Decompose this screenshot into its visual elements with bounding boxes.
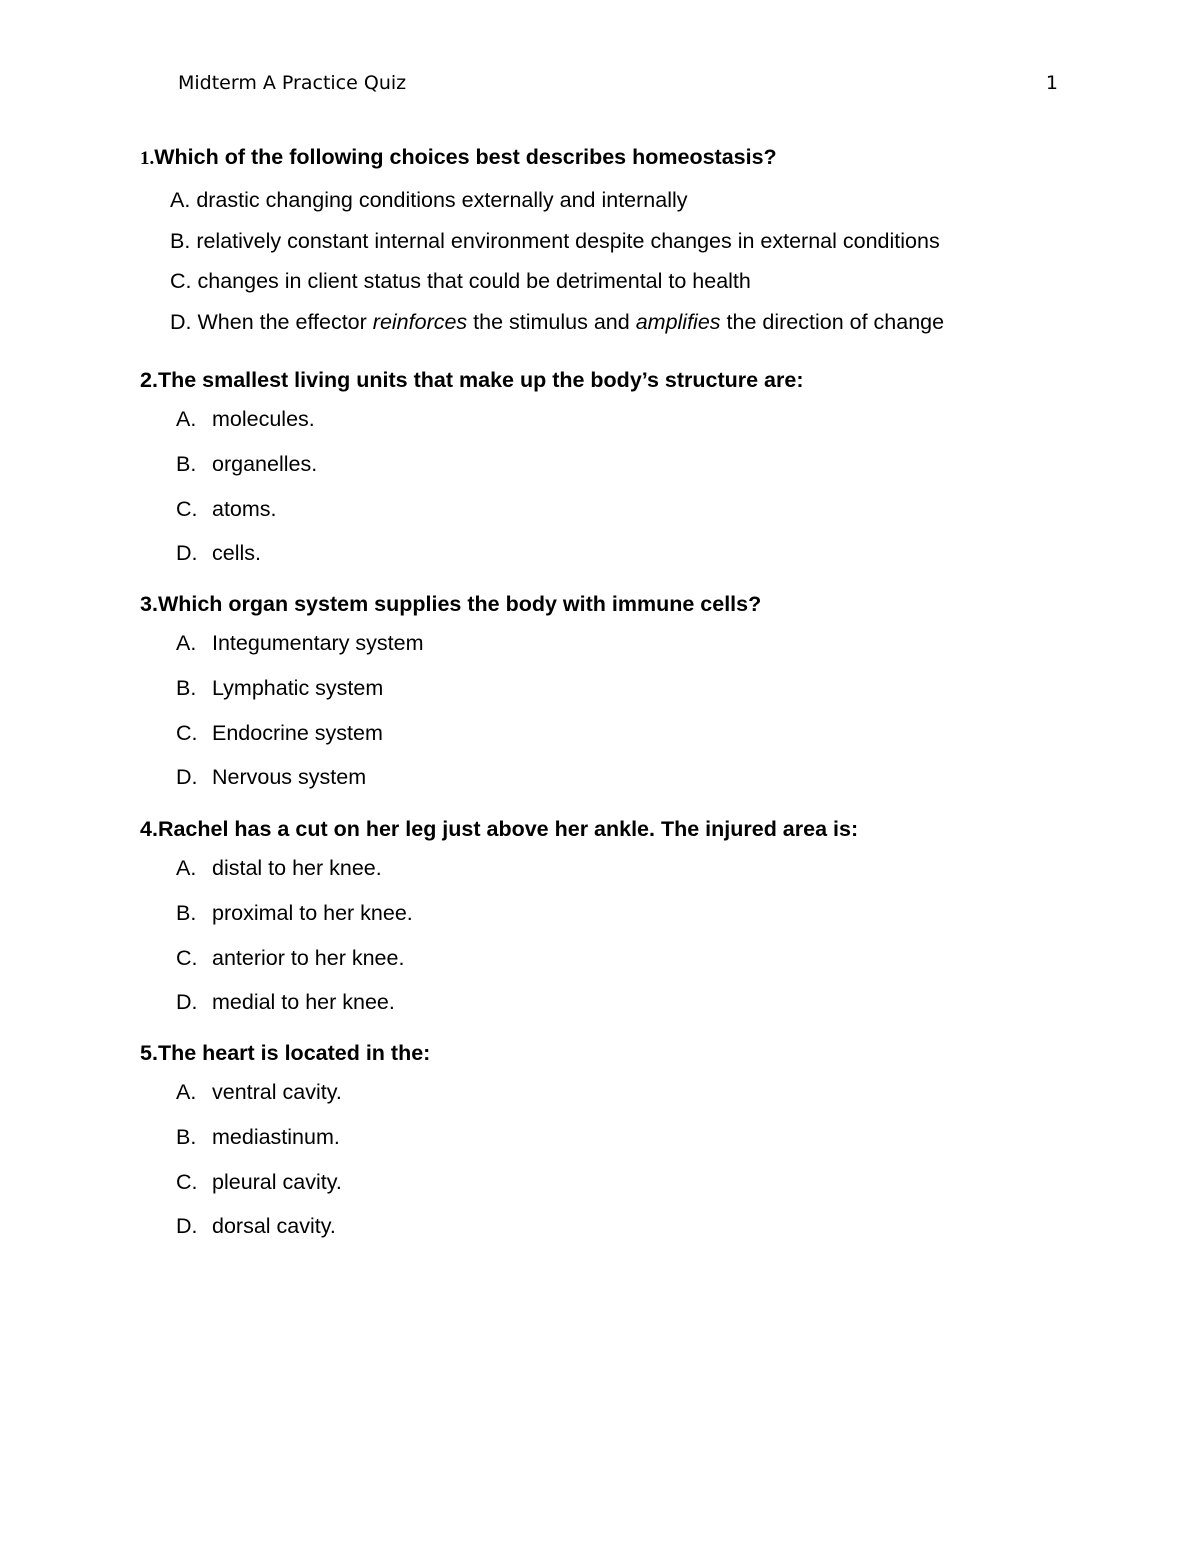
option-letter: B. <box>176 675 197 700</box>
option-letter: C. <box>176 720 198 745</box>
question-stem <box>140 1038 1100 1068</box>
option-text: proximal to her knee. <box>212 900 413 925</box>
option-text: Endocrine system <box>212 720 383 745</box>
option-list <box>140 1070 1100 1249</box>
option-text: Lymphatic system <box>212 675 384 700</box>
option-letter: D. <box>176 990 198 1015</box>
option-text: mediastinum. <box>212 1124 340 1149</box>
option-letter: D. <box>176 765 198 790</box>
option-text: cells. <box>212 541 261 566</box>
question-stem <box>140 814 1100 844</box>
option-a <box>140 621 1100 666</box>
option-letter: D. <box>176 541 198 566</box>
option-text: distal to her knee. <box>212 856 382 880</box>
option-c <box>140 936 1100 981</box>
option-text: Nervous system <box>212 765 367 790</box>
page-header <box>178 72 1058 98</box>
option-text: Integumentary system <box>212 631 424 655</box>
option-text: molecules. <box>212 407 315 431</box>
option-a <box>140 846 1100 891</box>
option-text-emphasis: amplifies <box>635 309 721 334</box>
option-letter: D. <box>176 1214 198 1239</box>
option-text: drastic changing conditions externally and internally <box>196 188 688 212</box>
option-letter: A. <box>170 188 191 212</box>
question-stem <box>140 589 1100 619</box>
option-c <box>140 261 1100 302</box>
option-letter: B. <box>176 900 197 925</box>
question-text: Which organ system supplies the body with immune cells? <box>157 592 762 616</box>
option-letter: B. <box>170 228 191 253</box>
option-text: medial to her knee. <box>212 990 395 1015</box>
option-letter: D. <box>170 309 192 334</box>
option-text: organelles. <box>212 451 318 476</box>
option-letter: A. <box>176 407 197 431</box>
page-number: 1 <box>1045 72 1058 94</box>
question-stem <box>140 142 1100 174</box>
question-4 <box>140 814 1100 1025</box>
option-b <box>140 442 1100 487</box>
option-c <box>140 711 1100 756</box>
question-3 <box>140 589 1100 800</box>
option-text: ventral cavity. <box>212 1080 342 1104</box>
option-d <box>140 302 1100 343</box>
option-letter: C. <box>176 945 198 970</box>
option-text-part: the stimulus and <box>467 309 636 334</box>
option-d <box>140 1204 1100 1249</box>
option-d <box>140 755 1100 800</box>
question-stem <box>140 365 1100 395</box>
option-b <box>140 221 1100 262</box>
option-list <box>140 180 1100 342</box>
option-text: dorsal cavity. <box>212 1214 336 1239</box>
option-d <box>140 980 1100 1025</box>
question-text: Rachel has a cut on her leg just above her ankle. The injured area is: <box>157 817 859 841</box>
header-title: Midterm A Practice Quiz <box>178 72 407 94</box>
option-list <box>140 621 1100 800</box>
question-1 <box>140 142 1100 342</box>
option-letter: B. <box>176 451 197 476</box>
option-c <box>140 1160 1100 1205</box>
question-number: 3. <box>140 592 158 616</box>
option-a <box>140 180 1100 221</box>
question-text: Which of the following choices best describes homeostasis? <box>154 145 777 169</box>
option-list <box>140 846 1100 1025</box>
question-text: The smallest living units that make up the body’s structure are: <box>157 368 804 392</box>
option-letter: A. <box>176 1080 197 1104</box>
option-text: relatively constant internal environment despite changes in external conditions <box>196 228 940 253</box>
question-number: 4. <box>140 817 158 841</box>
option-text-part: When the effector <box>197 309 373 334</box>
option-c <box>140 487 1100 532</box>
question-number: 1. <box>140 148 155 169</box>
option-letter: B. <box>176 1124 197 1149</box>
option-b <box>140 1115 1100 1160</box>
option-a <box>140 397 1100 442</box>
option-letter: A. <box>176 631 197 655</box>
option-list <box>140 397 1100 576</box>
question-5 <box>140 1038 1100 1249</box>
option-a <box>140 1070 1100 1115</box>
option-text-emphasis: reinforces <box>372 309 468 334</box>
option-text: atoms. <box>212 496 277 521</box>
question-text: The heart is located in the: <box>157 1041 431 1065</box>
question-2 <box>140 365 1100 576</box>
question-number: 2. <box>140 368 158 392</box>
option-letter: C. <box>170 269 192 293</box>
option-text-part: the direction of change <box>720 309 945 334</box>
option-text: anterior to her knee. <box>212 945 405 970</box>
option-b <box>140 666 1100 711</box>
option-letter: C. <box>176 1169 198 1194</box>
option-text: changes in client status that could be detrimental to health <box>197 269 751 293</box>
option-text: pleural cavity. <box>212 1169 342 1194</box>
option-letter: C. <box>176 496 198 521</box>
option-b <box>140 891 1100 936</box>
option-letter: A. <box>176 856 197 880</box>
option-d <box>140 531 1100 576</box>
question-number: 5. <box>140 1041 158 1065</box>
